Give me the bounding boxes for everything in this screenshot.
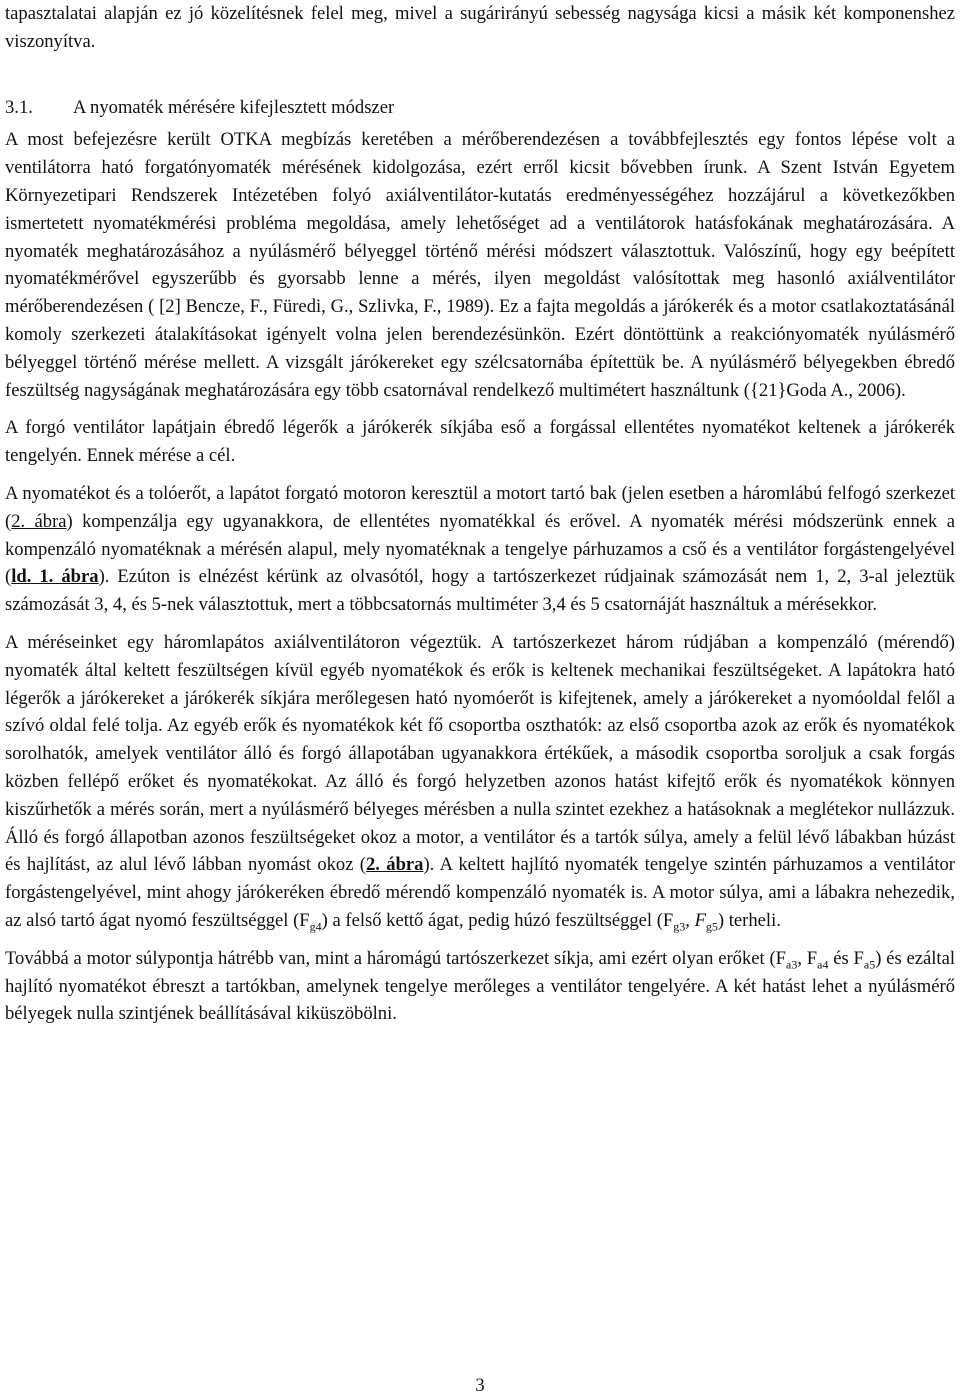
paragraph-4-text-3: ) a felső kettő ágat, pedig húzó feszültséggel ( xyxy=(321,909,663,931)
paragraph-3-text-3: ). Ezúton is elnézést kérünk az olvasótól, hogy a tartószerkezet rúdjainak számozását nem 1, 2, 3-al jeleztük számozását 3, 4, és 5-nek választottuk, mert a többcsatornás multiméter 3,4 és 5 csatornáját használtuk a mérésekkor. xyxy=(5,566,956,616)
symbol-fg5: $F_{g5}$ xyxy=(694,909,718,934)
symbol-fg3: $F_{g3}$ xyxy=(662,909,686,934)
document-page xyxy=(5,0,955,1028)
symbol-fa4: $F_{a4}$ xyxy=(806,947,829,972)
paragraph-5-text-2: ) és ezáltal hajlító nyomatékot ébreszt a tartókban, amelynek tengelye merőleges a ventilátor tengelyére. A két hatást lehet a nyúlásmérő bélyegek nulla szintjének beállításával kiküszöbölni. xyxy=(5,947,955,1025)
paragraph-3-text-1: A nyomatékot és a tolóerőt, a lapátot forgató motoron keresztül a motort tartó bak (jelen esetben a háromlábú felfogó szerkezet ( xyxy=(5,482,955,532)
intro-paragraph: tapasztalatai alapján ez jó közelítésnek felel meg, mivel a sugárirányú sebesség nagysága kicsi a másik két komponenshez viszonyítva. xyxy=(5,3,955,52)
section-number: 3.1. xyxy=(5,96,33,118)
section-heading xyxy=(5,94,955,122)
paragraph-2: A forgó ventilátor lapátjain ébredő légerők a járókerék síkjába eső a forgással ellentétes nyomatékot keltenek a járókerék tengelyén. Ennek mérése a cél. xyxy=(5,417,955,467)
paragraph-5: Továbbá a motor súlypontja hátrébb van, mint a háromágú tartószerkezet síkja, ami ezért olyan erőket ($F_{a3}$, $F_{a4}$ és $F_{a5}$) és ezáltal hajlító nyomatékot ébreszt a tartókban, amelynek tengelye merőleges a ventilátor tengelyére. A két hatást lehet a nyúlásmérő bélyegek nulla szintjének beállításával kiküszöbölni. xyxy=(5,947,955,1025)
section-title: A nyomaték mérésére kifejlesztett módszer xyxy=(73,96,395,118)
paragraph-3-text-2: ) kompenzálja egy ugyanakkora, de ellentétes nyomatékkal és erővel. A nyomaték mérési módszerünk ennek a kompenzáló nyomatéknak a mérésén alapul, mely nyomatéknak a tengelye párhuzamos a cső és a ventilátor forgástengelyével ( xyxy=(5,510,955,588)
figure-ref-2b[interactable]: 2. ábra xyxy=(366,854,424,876)
figure-ref-1[interactable]: ld. 1. ábra xyxy=(11,566,99,588)
paragraph-1: A most befejezésre került OTKA megbízás keretében a mérőberendezésen a továbbfejlesztés egy fontos lépése volt a ventilátorra ható forgatónyomaték mérésének kidolgozása, ezért erről kicsit bővebben írunk. A Szent István Egyetem Környezetipari Rendszerek Intézetében folyó axiálventilátor-kutatás eredményességéhez hozzájárul a következőkben ismertetett nyomatékmérési probléma megoldása, amely lehetőséget ad a ventilátorok hatásfokának meghatározására. A nyomaték meghatározásához a nyúlásmérő bélyeggel történő mérési módszert választottuk. Valószínű, hogy egy beépített nyomatékmérővel egyszerűbb és gyorsabb lenne a mérés, ilyen megoldást valósítottak meg hasonló axiálventilátor mérőberendezésen ( [2] Bencze, F., Füredi, G., Szlivka, F., 1989). Ez a fajta megoldás a járókerék és a motor csatlakoztatásánál komoly szerkezeti átalakításokat igényelt volna jelen berendezésünkön. Ezért döntöttünk a reakciónyomaték nyúlásmérő bélyeggel történő mérése mellett. A vizsgált járókereket egy szélcsatornába építettük be. A nyúlásmérő bélyegekben ébredő feszültség nagyságának meghatározására egy több csatornával rendelkező multimétert használtunk ({21}Goda A., 2006). xyxy=(5,129,955,401)
paragraph-3 xyxy=(5,480,955,619)
paragraph-4-text-1: A méréseinket egy háromlapátos axiálventilátoron végeztük. A tartószerkezet három rúdjában a kompenzáló (mérendő) nyomaték által keltett feszültségen kívül egyéb nyomatékok és erők is keltenek mechanikai feszültségeket. A lapátokra ható légerők a járókereket a járókerék síkjára merőlegesen ható nyomóerőt is kifejtenek, amely a járókereket a nyomóoldal felől a szívó oldal felé tolja. Az egyéb erők és nyomatékok két fő csoportba oszthatók: az első csoportba azok az erők és nyomatékok sorolhatók, amelyek ventilátor álló és forgó állapotában ugyanakkora értékűek, a második csoportba soroljuk a csak forgás közben fellépő erőket és nyomatékokat. Az álló és forgó helyzetben azonos hatást kifejtő erők és nyomatékok könnyen kiszűrhetők a mérés során, mert a nyúlásmérő bélyeges mérésben a nulla szintet ezekhez a hatásoknak a meglétekor nullázzuk. Álló és forgó állapotban azonos feszültségeket okoz a motor, a ventilátor és a tartók súlya, amely a felül lévő lábakban húzást és hajlítást, az alul lévő lábban nyomást okoz ( xyxy=(5,631,955,876)
symbol-fg4: $F_{g4}$ xyxy=(299,909,322,934)
symbol-fa5: $F_{a5}$ xyxy=(853,947,876,972)
paragraph-4-text-4: ) terheli. xyxy=(717,909,781,931)
figure-ref-2[interactable]: 2. ábra xyxy=(11,510,67,532)
paragraph-5-text-1: Továbbá a motor súlypontja hátrébb van, mint a háromágú tartószerkezet síkja, ami ezért olyan erőket ( xyxy=(5,947,776,969)
symbol-fa3: $F_{a3}$ xyxy=(775,947,798,972)
page-number: 3 xyxy=(475,1375,485,1396)
paragraph-4: A méréseinket egy háromlapátos axiálventilátoron végeztük. A tartószerkezet három rúdjában a kompenzáló (mérendő) nyomaték által keltett feszültségen kívül egyéb nyomatékok és erők is keltenek mechanikai feszültségeket. A lapátokra ható légerők a járókereket a járókerék síkjára merőlegesen ható nyomóerőt is kifejtenek, amely a járókereket a nyomóoldal felől a szívó oldal felé tolja. Az egyéb erők és nyomatékok két fő csoportba oszthatók: az első csoportba azok az erők és nyomatékok sorolhatók, amelyek ventilátor álló és forgó állapotában ugyanakkora értékűek, a második csoportba soroljuk a csak forgás közben fellépő erőket és nyomatékokat. Az álló és forgó helyzetben azonos hatást kifejtő erők és nyomatékok könnyen kiszűrhetők a mérés során, mert a nyúlásmérő bélyeges mérésben a nulla szintet ezekhez a hatásoknak a meglétekor nullázzuk. Álló és forgó állapotban azonos feszültségeket okoz a motor, a ventilátor és a tartók súlya, amely a felül lévő lábakban húzást és hajlítást, az alul lévő lábban nyomást okoz (2. ábra). A keltett hajlító nyomaték tengelye szintén párhuzamos a ventilátor forgástengelyével, mint ahogy járókeréken ébredő mérendő kompenzáló nyomaték is. A motor súlya, ami a lábakra nehezedik, az alsó tartó ágat nyomó feszültséggel $(F_{g4})$ a felső kettő ágat, pedig húzó feszültséggel ($F_{g3}$, $F_{g5}$) terheli. xyxy=(5,631,955,934)
paragraph-4-text-2: ). A keltett hajlító nyomaték tengelye szintén párhuzamos a ventilátor forgástengelyével, mint ahogy járókeréken ébredő mérendő kompenzáló nyomaték is. A motor súlya, ami a lábakra nehezedik, az alsó tartó ágat nyomó feszültséggel ( xyxy=(5,854,955,931)
